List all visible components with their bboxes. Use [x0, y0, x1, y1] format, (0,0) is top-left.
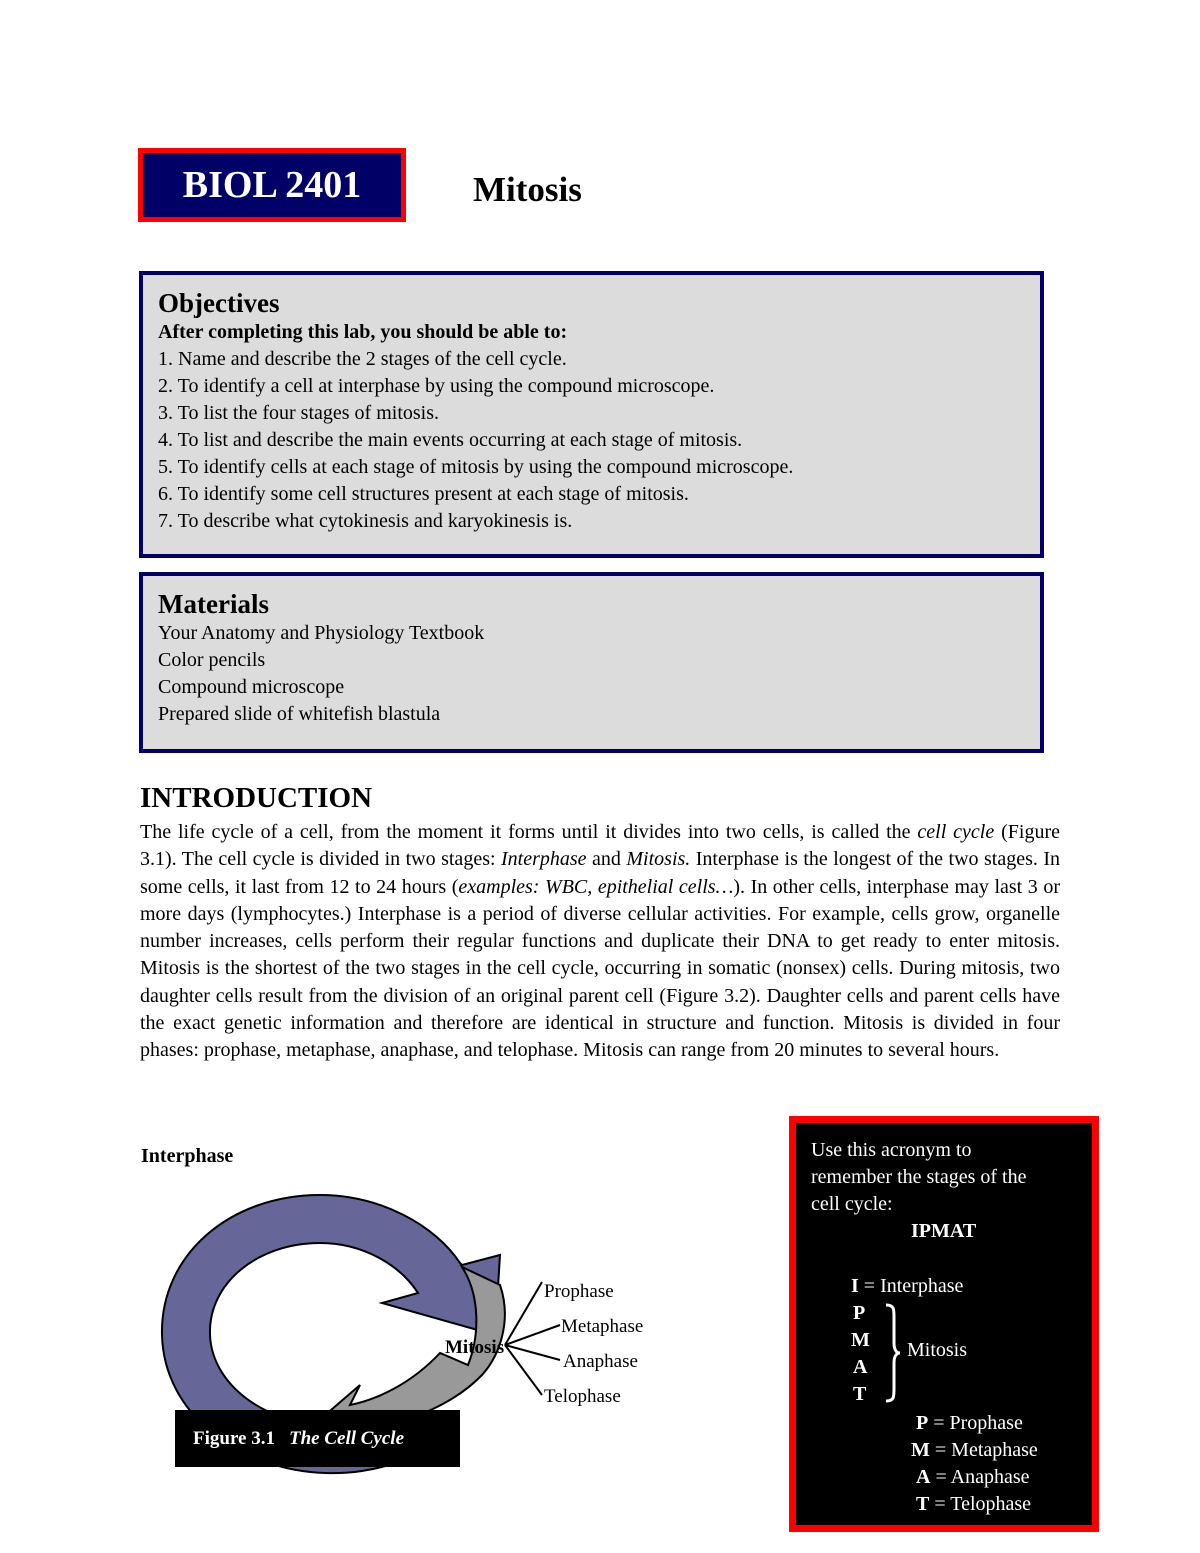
material-item: Your Anatomy and Physiology Textbook [158, 622, 485, 644]
materials-heading: Materials [158, 589, 269, 619]
objective-item: 5. To identify cells at each stage of mitosis by using the compound microscope. [158, 456, 794, 478]
acronym-letter-t: T [853, 1383, 867, 1405]
phase-telophase: Telophase [544, 1386, 621, 1407]
acronym-word: IPMAT [911, 1220, 977, 1242]
objective-item: 7. To describe what cytokinesis and karyokinesis is. [158, 510, 573, 532]
phase-metaphase: Metaphase [561, 1316, 644, 1337]
introduction-paragraph [140, 819, 1060, 1065]
objective-item: 4. To list and describe the main events occurring at each stage of mitosis. [158, 429, 743, 451]
acronym-letter-m: M [851, 1329, 870, 1351]
objective-item: 1. Name and describe the 2 stages of the cell cycle. [158, 348, 567, 370]
brace-icon [882, 1303, 902, 1403]
intro-text-4: ). In other cells, interphase may last 3 or more days (lymphocytes.) Interphase is a period of diverse cellular activities. For example, cells grow, organelle number increases, cells perform their regular functions and duplicate their DNA to get ready to enter mitosis. Mitosis is the shortest of the two stages in the cell cycle, occurring in somatic (nonsex) cells. During mitosis, two daughter cells result from the division of an original parent cell (Figure 3.2). Daughter cells and parent cells have the exact genetic information and therefore are identical in structure and function. Mitosis is divided in four phases: prophase, metaphase, anaphase, and telophase. Mitosis can range from 20 minutes to several hours. [140, 875, 1061, 1062]
acronym-i-line: I = Interphase [851, 1275, 964, 1297]
objectives-box [139, 271, 1044, 558]
intro-text-2: (Figure 3.1). The cell cycle is divided in two stages: [140, 821, 1060, 871]
materials-box [139, 572, 1044, 753]
objectives-heading: Objectives [158, 288, 280, 318]
acronym-def: T = Telophase [916, 1493, 1032, 1515]
figure-caption [175, 1410, 460, 1467]
course-badge [138, 148, 406, 222]
acronym-intro-line: cell cycle: [811, 1193, 893, 1215]
branch-telophase [505, 1345, 542, 1395]
figure-number: Figure 3.1 [193, 1427, 275, 1449]
objective-item: 2. To identify a cell at interphase by using the compound microscope. [158, 375, 715, 397]
acronym-box [789, 1116, 1099, 1532]
acronym-intro-line: remember the stages of the [811, 1166, 1027, 1188]
phase-anaphase: Anaphase [563, 1351, 638, 1372]
intro-em-interphase: Interphase [501, 848, 587, 871]
intro-em-examples: examples: WBC, epithelial cells… [458, 875, 734, 898]
objective-item: 3. To list the four stages of mitosis. [158, 402, 439, 424]
intro-em-mitosis: Mitosis. [626, 848, 691, 871]
acronym-letter-p: P [853, 1302, 866, 1324]
intro-text-3: Interphase is the longest of the two stages. In some cells, it last from 12 to 24 hours ( [140, 848, 1060, 898]
branch-metaphase [505, 1325, 560, 1345]
material-item: Prepared slide of whitefish blastula [158, 703, 441, 725]
introduction-heading: INTRODUCTION [140, 782, 373, 814]
acronym-def: A = Anaphase [916, 1466, 1030, 1488]
intro-text-and: and [586, 848, 627, 871]
phase-prophase: Prophase [544, 1281, 614, 1302]
objective-item: 6. To identify some cell structures present at each stage of mitosis. [158, 483, 689, 505]
material-item: Compound microscope [158, 676, 345, 698]
objectives-intro: After completing this lab, you should be able to: [158, 321, 568, 343]
acronym-def: M = Metaphase [911, 1439, 1038, 1461]
figure-title: The Cell Cycle [288, 1427, 405, 1449]
course-code: BIOL 2401 [182, 164, 362, 206]
material-item: Color pencils [158, 649, 266, 671]
acronym-letter-a: A [853, 1356, 868, 1378]
acronym-def: P = Prophase [916, 1412, 1023, 1434]
mitosis-label: Mitosis [445, 1337, 505, 1358]
page-title: Mitosis [473, 170, 582, 209]
interphase-label: Interphase [141, 1145, 234, 1167]
acronym-intro-line: Use this acronym to [811, 1139, 972, 1161]
acronym-mitosis: Mitosis [907, 1339, 968, 1361]
branch-prophase [505, 1282, 542, 1345]
intro-text-1: The life cycle of a cell, from the moment it forms until it divides into two cells, is called the [140, 821, 918, 843]
intro-em-cell-cycle: cell cycle [917, 821, 995, 843]
